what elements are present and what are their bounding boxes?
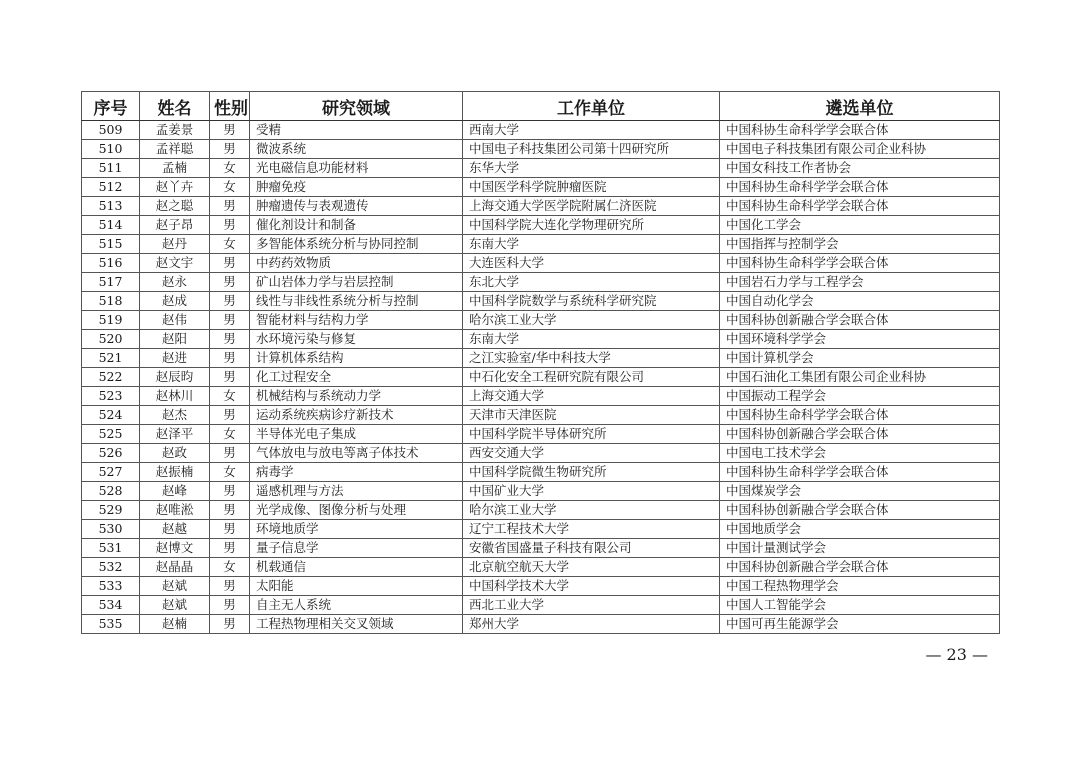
cell-selection-unit: 中国煤炭学会 (720, 482, 1000, 501)
cell-gender: 男 (210, 482, 250, 501)
cell-gender: 女 (210, 387, 250, 406)
table-row (82, 558, 1000, 577)
cell-research-field: 多智能体系统分析与协同控制 (250, 235, 463, 254)
cell-index: 513 (82, 197, 140, 216)
cell-work-unit: 辽宁工程技术大学 (463, 520, 720, 539)
cell-gender: 男 (210, 216, 250, 235)
cell-name: 赵阳 (140, 330, 210, 349)
cell-research-field: 自主无人系统 (250, 596, 463, 615)
cell-selection-unit: 中国科协创新融合学会联合体 (720, 501, 1000, 520)
cell-index: 528 (82, 482, 140, 501)
table-row (82, 615, 1000, 634)
cell-index: 519 (82, 311, 140, 330)
cell-work-unit: 之江实验室/华中科技大学 (463, 349, 720, 368)
cell-work-unit: 中国科学院大连化学物理研究所 (463, 216, 720, 235)
cell-work-unit: 中国科学院数学与系统科学研究院 (463, 292, 720, 311)
cell-index: 523 (82, 387, 140, 406)
cell-name: 赵振楠 (140, 463, 210, 482)
cell-selection-unit: 中国科协创新融合学会联合体 (720, 425, 1000, 444)
cell-index: 535 (82, 615, 140, 634)
table-row (82, 292, 1000, 311)
cell-gender: 女 (210, 235, 250, 254)
cell-gender: 男 (210, 311, 250, 330)
cell-work-unit: 北京航空航天大学 (463, 558, 720, 577)
cell-selection-unit: 中国工程热物理学会 (720, 577, 1000, 596)
cell-selection-unit: 中国化工学会 (720, 216, 1000, 235)
cell-work-unit: 中石化安全工程研究院有限公司 (463, 368, 720, 387)
cell-research-field: 量子信息学 (250, 539, 463, 558)
cell-selection-unit: 中国环境科学学会 (720, 330, 1000, 349)
header-selection-unit: 遴选单位 (720, 92, 1000, 121)
cell-work-unit: 中国医学科学院肿瘤医院 (463, 178, 720, 197)
cell-gender: 女 (210, 558, 250, 577)
table-header-row (82, 92, 1000, 121)
cell-research-field: 遥感机理与方法 (250, 482, 463, 501)
cell-selection-unit: 中国振动工程学会 (720, 387, 1000, 406)
table-row (82, 596, 1000, 615)
roster-table (81, 91, 1000, 634)
cell-selection-unit: 中国女科技工作者协会 (720, 159, 1000, 178)
cell-gender: 男 (210, 577, 250, 596)
cell-work-unit: 上海交通大学医学院附属仁济医院 (463, 197, 720, 216)
cell-index: 527 (82, 463, 140, 482)
cell-research-field: 气体放电与放电等离子体技术 (250, 444, 463, 463)
cell-selection-unit: 中国科协生命科学学会联合体 (720, 254, 1000, 273)
cell-selection-unit: 中国地质学会 (720, 520, 1000, 539)
cell-name: 赵文宇 (140, 254, 210, 273)
cell-work-unit: 中国科学院微生物研究所 (463, 463, 720, 482)
table-row (82, 159, 1000, 178)
cell-name: 赵伟 (140, 311, 210, 330)
header-name: 姓名 (140, 92, 210, 121)
cell-name: 赵永 (140, 273, 210, 292)
cell-name: 赵楠 (140, 615, 210, 634)
cell-research-field: 工程热物理相关交叉领域 (250, 615, 463, 634)
cell-gender: 男 (210, 349, 250, 368)
cell-research-field: 催化剂设计和制备 (250, 216, 463, 235)
cell-index: 530 (82, 520, 140, 539)
cell-name: 赵林川 (140, 387, 210, 406)
cell-name: 赵之聪 (140, 197, 210, 216)
table-row (82, 197, 1000, 216)
cell-index: 509 (82, 121, 140, 140)
cell-index: 531 (82, 539, 140, 558)
cell-name: 赵泽平 (140, 425, 210, 444)
cell-index: 533 (82, 577, 140, 596)
cell-work-unit: 大连医科大学 (463, 254, 720, 273)
cell-research-field: 机载通信 (250, 558, 463, 577)
cell-work-unit: 西北工业大学 (463, 596, 720, 615)
cell-gender: 男 (210, 539, 250, 558)
table-row (82, 235, 1000, 254)
cell-research-field: 智能材料与结构力学 (250, 311, 463, 330)
cell-research-field: 病毒学 (250, 463, 463, 482)
cell-selection-unit: 中国科协生命科学学会联合体 (720, 197, 1000, 216)
cell-name: 赵晶晶 (140, 558, 210, 577)
cell-index: 524 (82, 406, 140, 425)
cell-research-field: 光学成像、图像分析与处理 (250, 501, 463, 520)
table-row (82, 444, 1000, 463)
cell-index: 522 (82, 368, 140, 387)
cell-index: 532 (82, 558, 140, 577)
cell-work-unit: 东华大学 (463, 159, 720, 178)
cell-gender: 男 (210, 121, 250, 140)
cell-work-unit: 哈尔滨工业大学 (463, 501, 720, 520)
table-row (82, 254, 1000, 273)
cell-name: 赵丹 (140, 235, 210, 254)
cell-selection-unit: 中国自动化学会 (720, 292, 1000, 311)
cell-work-unit: 中国矿业大学 (463, 482, 720, 501)
cell-work-unit: 上海交通大学 (463, 387, 720, 406)
table-row (82, 425, 1000, 444)
cell-index: 515 (82, 235, 140, 254)
cell-research-field: 线性与非线性系统分析与控制 (250, 292, 463, 311)
cell-name: 赵子昂 (140, 216, 210, 235)
cell-work-unit: 西安交通大学 (463, 444, 720, 463)
cell-name: 赵进 (140, 349, 210, 368)
cell-work-unit: 东南大学 (463, 235, 720, 254)
cell-gender: 男 (210, 197, 250, 216)
table-row (82, 577, 1000, 596)
header-research-field: 研究领域 (250, 92, 463, 121)
table-row (82, 311, 1000, 330)
cell-name: 赵唯淞 (140, 501, 210, 520)
cell-research-field: 环境地质学 (250, 520, 463, 539)
cell-name: 赵博文 (140, 539, 210, 558)
table-row (82, 387, 1000, 406)
cell-research-field: 机械结构与系统动力学 (250, 387, 463, 406)
cell-selection-unit: 中国电工技术学会 (720, 444, 1000, 463)
cell-name: 赵杰 (140, 406, 210, 425)
cell-work-unit: 东北大学 (463, 273, 720, 292)
table-row (82, 349, 1000, 368)
cell-work-unit: 哈尔滨工业大学 (463, 311, 720, 330)
table-row (82, 501, 1000, 520)
cell-work-unit: 中国科学技术大学 (463, 577, 720, 596)
cell-index: 520 (82, 330, 140, 349)
table-row (82, 216, 1000, 235)
cell-index: 517 (82, 273, 140, 292)
cell-name: 赵辰昀 (140, 368, 210, 387)
cell-research-field: 运动系统疾病诊疗新技术 (250, 406, 463, 425)
cell-gender: 女 (210, 159, 250, 178)
cell-work-unit: 郑州大学 (463, 615, 720, 634)
cell-research-field: 化工过程安全 (250, 368, 463, 387)
table-row (82, 140, 1000, 159)
cell-gender: 女 (210, 425, 250, 444)
cell-gender: 男 (210, 368, 250, 387)
cell-work-unit: 西南大学 (463, 121, 720, 140)
cell-index: 518 (82, 292, 140, 311)
cell-research-field: 微波系统 (250, 140, 463, 159)
cell-name: 赵丫卉 (140, 178, 210, 197)
cell-research-field: 计算机体系结构 (250, 349, 463, 368)
cell-gender: 男 (210, 501, 250, 520)
cell-gender: 女 (210, 178, 250, 197)
table-row (82, 463, 1000, 482)
cell-selection-unit: 中国石油化工集团有限公司企业科协 (720, 368, 1000, 387)
cell-name: 赵峰 (140, 482, 210, 501)
cell-selection-unit: 中国指挥与控制学会 (720, 235, 1000, 254)
cell-index: 526 (82, 444, 140, 463)
header-gender: 性别 (210, 92, 250, 121)
cell-selection-unit: 中国科协生命科学学会联合体 (720, 463, 1000, 482)
cell-index: 514 (82, 216, 140, 235)
cell-gender: 男 (210, 292, 250, 311)
cell-index: 529 (82, 501, 140, 520)
cell-name: 赵斌 (140, 596, 210, 615)
cell-work-unit: 东南大学 (463, 330, 720, 349)
cell-research-field: 半导体光电子集成 (250, 425, 463, 444)
cell-gender: 男 (210, 330, 250, 349)
cell-name: 孟楠 (140, 159, 210, 178)
table-row (82, 482, 1000, 501)
cell-index: 521 (82, 349, 140, 368)
cell-selection-unit: 中国计算机学会 (720, 349, 1000, 368)
cell-gender: 男 (210, 444, 250, 463)
cell-index: 511 (82, 159, 140, 178)
cell-gender: 男 (210, 406, 250, 425)
cell-gender: 男 (210, 596, 250, 615)
cell-selection-unit: 中国人工智能学会 (720, 596, 1000, 615)
cell-selection-unit: 中国岩石力学与工程学会 (720, 273, 1000, 292)
cell-index: 512 (82, 178, 140, 197)
cell-selection-unit: 中国科协创新融合学会联合体 (720, 558, 1000, 577)
cell-work-unit: 天津市天津医院 (463, 406, 720, 425)
header-index: 序号 (82, 92, 140, 121)
cell-name: 赵成 (140, 292, 210, 311)
cell-gender: 男 (210, 254, 250, 273)
cell-selection-unit: 中国电子科技集团有限公司企业科协 (720, 140, 1000, 159)
cell-research-field: 光电磁信息功能材料 (250, 159, 463, 178)
page-number: — 23 — (925, 645, 988, 664)
header-work-unit: 工作单位 (463, 92, 720, 121)
cell-selection-unit: 中国科协生命科学学会联合体 (720, 178, 1000, 197)
cell-work-unit: 安徽省国盛量子科技有限公司 (463, 539, 720, 558)
cell-research-field: 矿山岩体力学与岩层控制 (250, 273, 463, 292)
table-row (82, 539, 1000, 558)
table-row (82, 406, 1000, 425)
cell-selection-unit: 中国计量测试学会 (720, 539, 1000, 558)
cell-gender: 女 (210, 463, 250, 482)
cell-index: 525 (82, 425, 140, 444)
table-row (82, 368, 1000, 387)
cell-name: 赵越 (140, 520, 210, 539)
table-body (82, 121, 1000, 634)
cell-selection-unit: 中国科协生命科学学会联合体 (720, 406, 1000, 425)
table-row (82, 121, 1000, 140)
cell-index: 516 (82, 254, 140, 273)
cell-gender: 男 (210, 615, 250, 634)
cell-name: 赵政 (140, 444, 210, 463)
cell-selection-unit: 中国可再生能源学会 (720, 615, 1000, 634)
table-row (82, 520, 1000, 539)
table-row (82, 330, 1000, 349)
cell-research-field: 受精 (250, 121, 463, 140)
cell-work-unit: 中国科学院半导体研究所 (463, 425, 720, 444)
table-row (82, 178, 1000, 197)
cell-selection-unit: 中国科协创新融合学会联合体 (720, 311, 1000, 330)
cell-name: 赵斌 (140, 577, 210, 596)
cell-research-field: 肿瘤遗传与表观遗传 (250, 197, 463, 216)
cell-index: 534 (82, 596, 140, 615)
cell-research-field: 中药药效物质 (250, 254, 463, 273)
cell-research-field: 水环境污染与修复 (250, 330, 463, 349)
cell-research-field: 肿瘤免疫 (250, 178, 463, 197)
cell-index: 510 (82, 140, 140, 159)
cell-name: 孟祥聪 (140, 140, 210, 159)
cell-gender: 男 (210, 520, 250, 539)
cell-name: 孟姜景 (140, 121, 210, 140)
table-row (82, 273, 1000, 292)
cell-selection-unit: 中国科协生命科学学会联合体 (720, 121, 1000, 140)
cell-work-unit: 中国电子科技集团公司第十四研究所 (463, 140, 720, 159)
cell-research-field: 太阳能 (250, 577, 463, 596)
cell-gender: 男 (210, 140, 250, 159)
cell-gender: 男 (210, 273, 250, 292)
